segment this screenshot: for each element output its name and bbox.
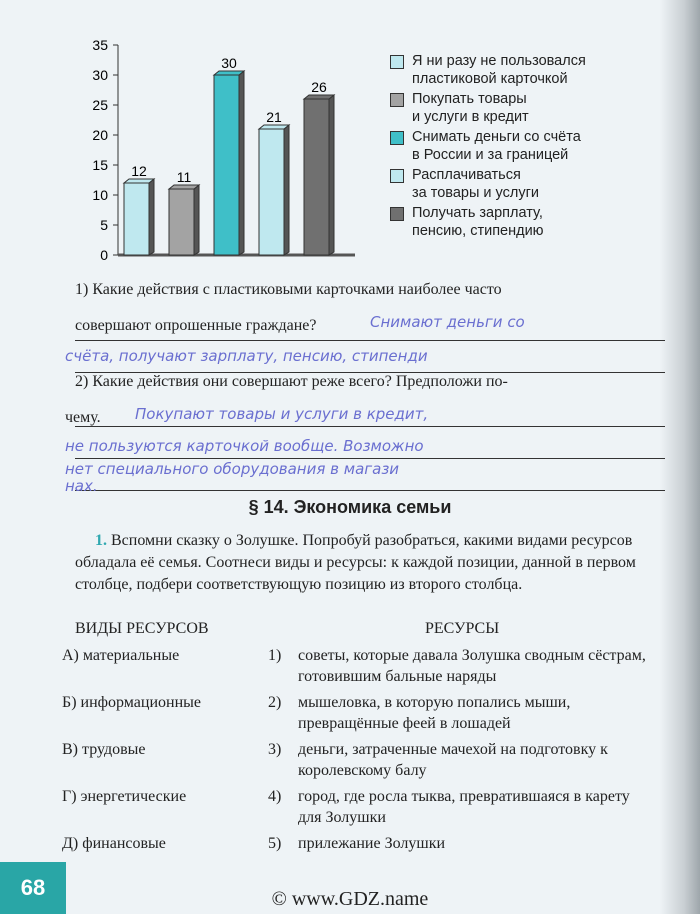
legend-item (390, 90, 586, 126)
legend-label: Покупать товары (412, 91, 527, 107)
legend-label: и услуги в кредит (412, 109, 529, 125)
bar-top (124, 179, 154, 183)
bar-top (169, 185, 199, 189)
answer-2-line-3: нет специального оборудования в магази (65, 460, 400, 478)
question-2 (65, 358, 665, 495)
y-tick-label: 30 (92, 67, 108, 83)
legend-item (390, 166, 586, 202)
resource-number: 5) (268, 835, 282, 852)
bar-value-label: 21 (266, 109, 282, 125)
resource-number: 4) (268, 788, 282, 805)
bar-side (239, 71, 244, 255)
footer-watermark: © www.GDZ.name (271, 888, 429, 910)
chart-legend (390, 52, 586, 242)
legend-item (390, 204, 586, 240)
legend-swatch (390, 93, 404, 107)
bar (169, 189, 194, 255)
bar-side (329, 95, 334, 255)
legend-label: пенсию, стипендию (412, 223, 544, 239)
y-tick-label: 25 (92, 97, 108, 113)
answer-1-line-2: счёта, получают зарплату, пенсию, стипенди (65, 347, 428, 365)
y-tick-label: 20 (92, 127, 108, 143)
legend-swatch (390, 207, 404, 221)
legend-swatch (390, 131, 404, 145)
y-tick-label: 0 (100, 247, 108, 263)
bar-value-label: 26 (311, 79, 327, 95)
bar-value-label: 11 (176, 169, 192, 185)
question-1-text: 1) Какие действия с пластиковыми карточками наиболее часто (75, 281, 502, 298)
legend-label: пластиковой карточкой (412, 71, 568, 87)
section-title: § 14. Экономика семьи (248, 497, 452, 517)
resource-type-item: В) трудовые (62, 741, 146, 758)
y-tick-label: 15 (92, 157, 108, 173)
question-2-text-cont: чему. (65, 409, 101, 426)
bar-value-label: 12 (131, 163, 147, 179)
legend-swatch (390, 169, 404, 183)
bar (124, 183, 149, 255)
column-header-resources: РЕСУРСЫ (425, 620, 500, 637)
bar-value-label: 30 (221, 55, 237, 71)
question-1-text-cont: совершают опрошенные граждане? (75, 317, 317, 334)
resource-type-item: Б) информационные (62, 694, 201, 711)
y-tick-label: 35 (92, 37, 108, 53)
bar-top (214, 71, 244, 75)
bar (259, 129, 284, 255)
bar-side (194, 185, 199, 255)
resource-item: советы, которые давала Золушка сводным сёстрам, готовившим бальные наряды (298, 647, 646, 685)
legend-label: в России и за границей (412, 147, 569, 163)
y-tick-label: 10 (92, 187, 108, 203)
column-header-types: ВИДЫ РЕСУРСОВ (75, 620, 209, 637)
answer-2-line-4: нах. (65, 477, 98, 495)
bar (304, 99, 329, 255)
answer-2-line-1: Покупают товары и услуги в кредит, (135, 405, 429, 423)
resource-type-item: Г) энергетические (62, 788, 187, 805)
task-1 (75, 530, 665, 596)
answer-1-line-1: Снимают деньги со (370, 313, 525, 331)
legend-label: за товары и услуги (412, 185, 539, 201)
y-tick-label: 5 (100, 217, 108, 233)
page-edge-shadow (660, 0, 700, 914)
bar-top (304, 95, 334, 99)
question-2-text: 2) Какие действия они совершают реже всего? Предположи по- (75, 373, 508, 390)
resource-type-item: Д) финансовые (62, 835, 166, 852)
resource-number: 3) (268, 741, 282, 758)
bar (214, 75, 239, 255)
answer-2-line-2: не пользуются карточкой вообще. Возможно (65, 437, 424, 455)
legend-label: Получать зарплату, (412, 205, 543, 221)
resource-type-item: А) материальные (62, 647, 180, 664)
legend-swatch (390, 55, 404, 69)
bar-chart (70, 30, 380, 270)
page-number: 68 (0, 862, 66, 914)
bar-side (149, 179, 154, 255)
bar-top (259, 125, 289, 129)
resource-item: мышеловка, в которую попались мыши, превращённые феей в лошадей (298, 694, 571, 732)
resource-item: прилежание Золушки (298, 835, 446, 852)
legend-label: Снимать деньги со счёта (412, 129, 581, 145)
legend-label: Я ни разу не пользовался (412, 53, 586, 69)
task-number: 1. (95, 532, 107, 549)
legend-label: Расплачиваться (412, 167, 521, 183)
legend-item (390, 52, 586, 88)
resource-item: город, где росла тыква, превратившаяся в карету для Золушки (298, 788, 630, 826)
task-text: Вспомни сказку о Золушке. Попробуй разобраться, какими видами ресурсов обладала её семья. Соотнеси виды и ресурсы: к каждой позиции, данной в первом столбце, подбери соответствующую позицию из второго столбца. (75, 532, 636, 593)
legend-item (390, 128, 586, 164)
bar-side (284, 125, 289, 255)
resource-item: деньги, затраченные мачехой на подготовку к королевскому балу (298, 741, 608, 779)
resource-number: 1) (268, 647, 282, 664)
resource-number: 2) (268, 694, 282, 711)
